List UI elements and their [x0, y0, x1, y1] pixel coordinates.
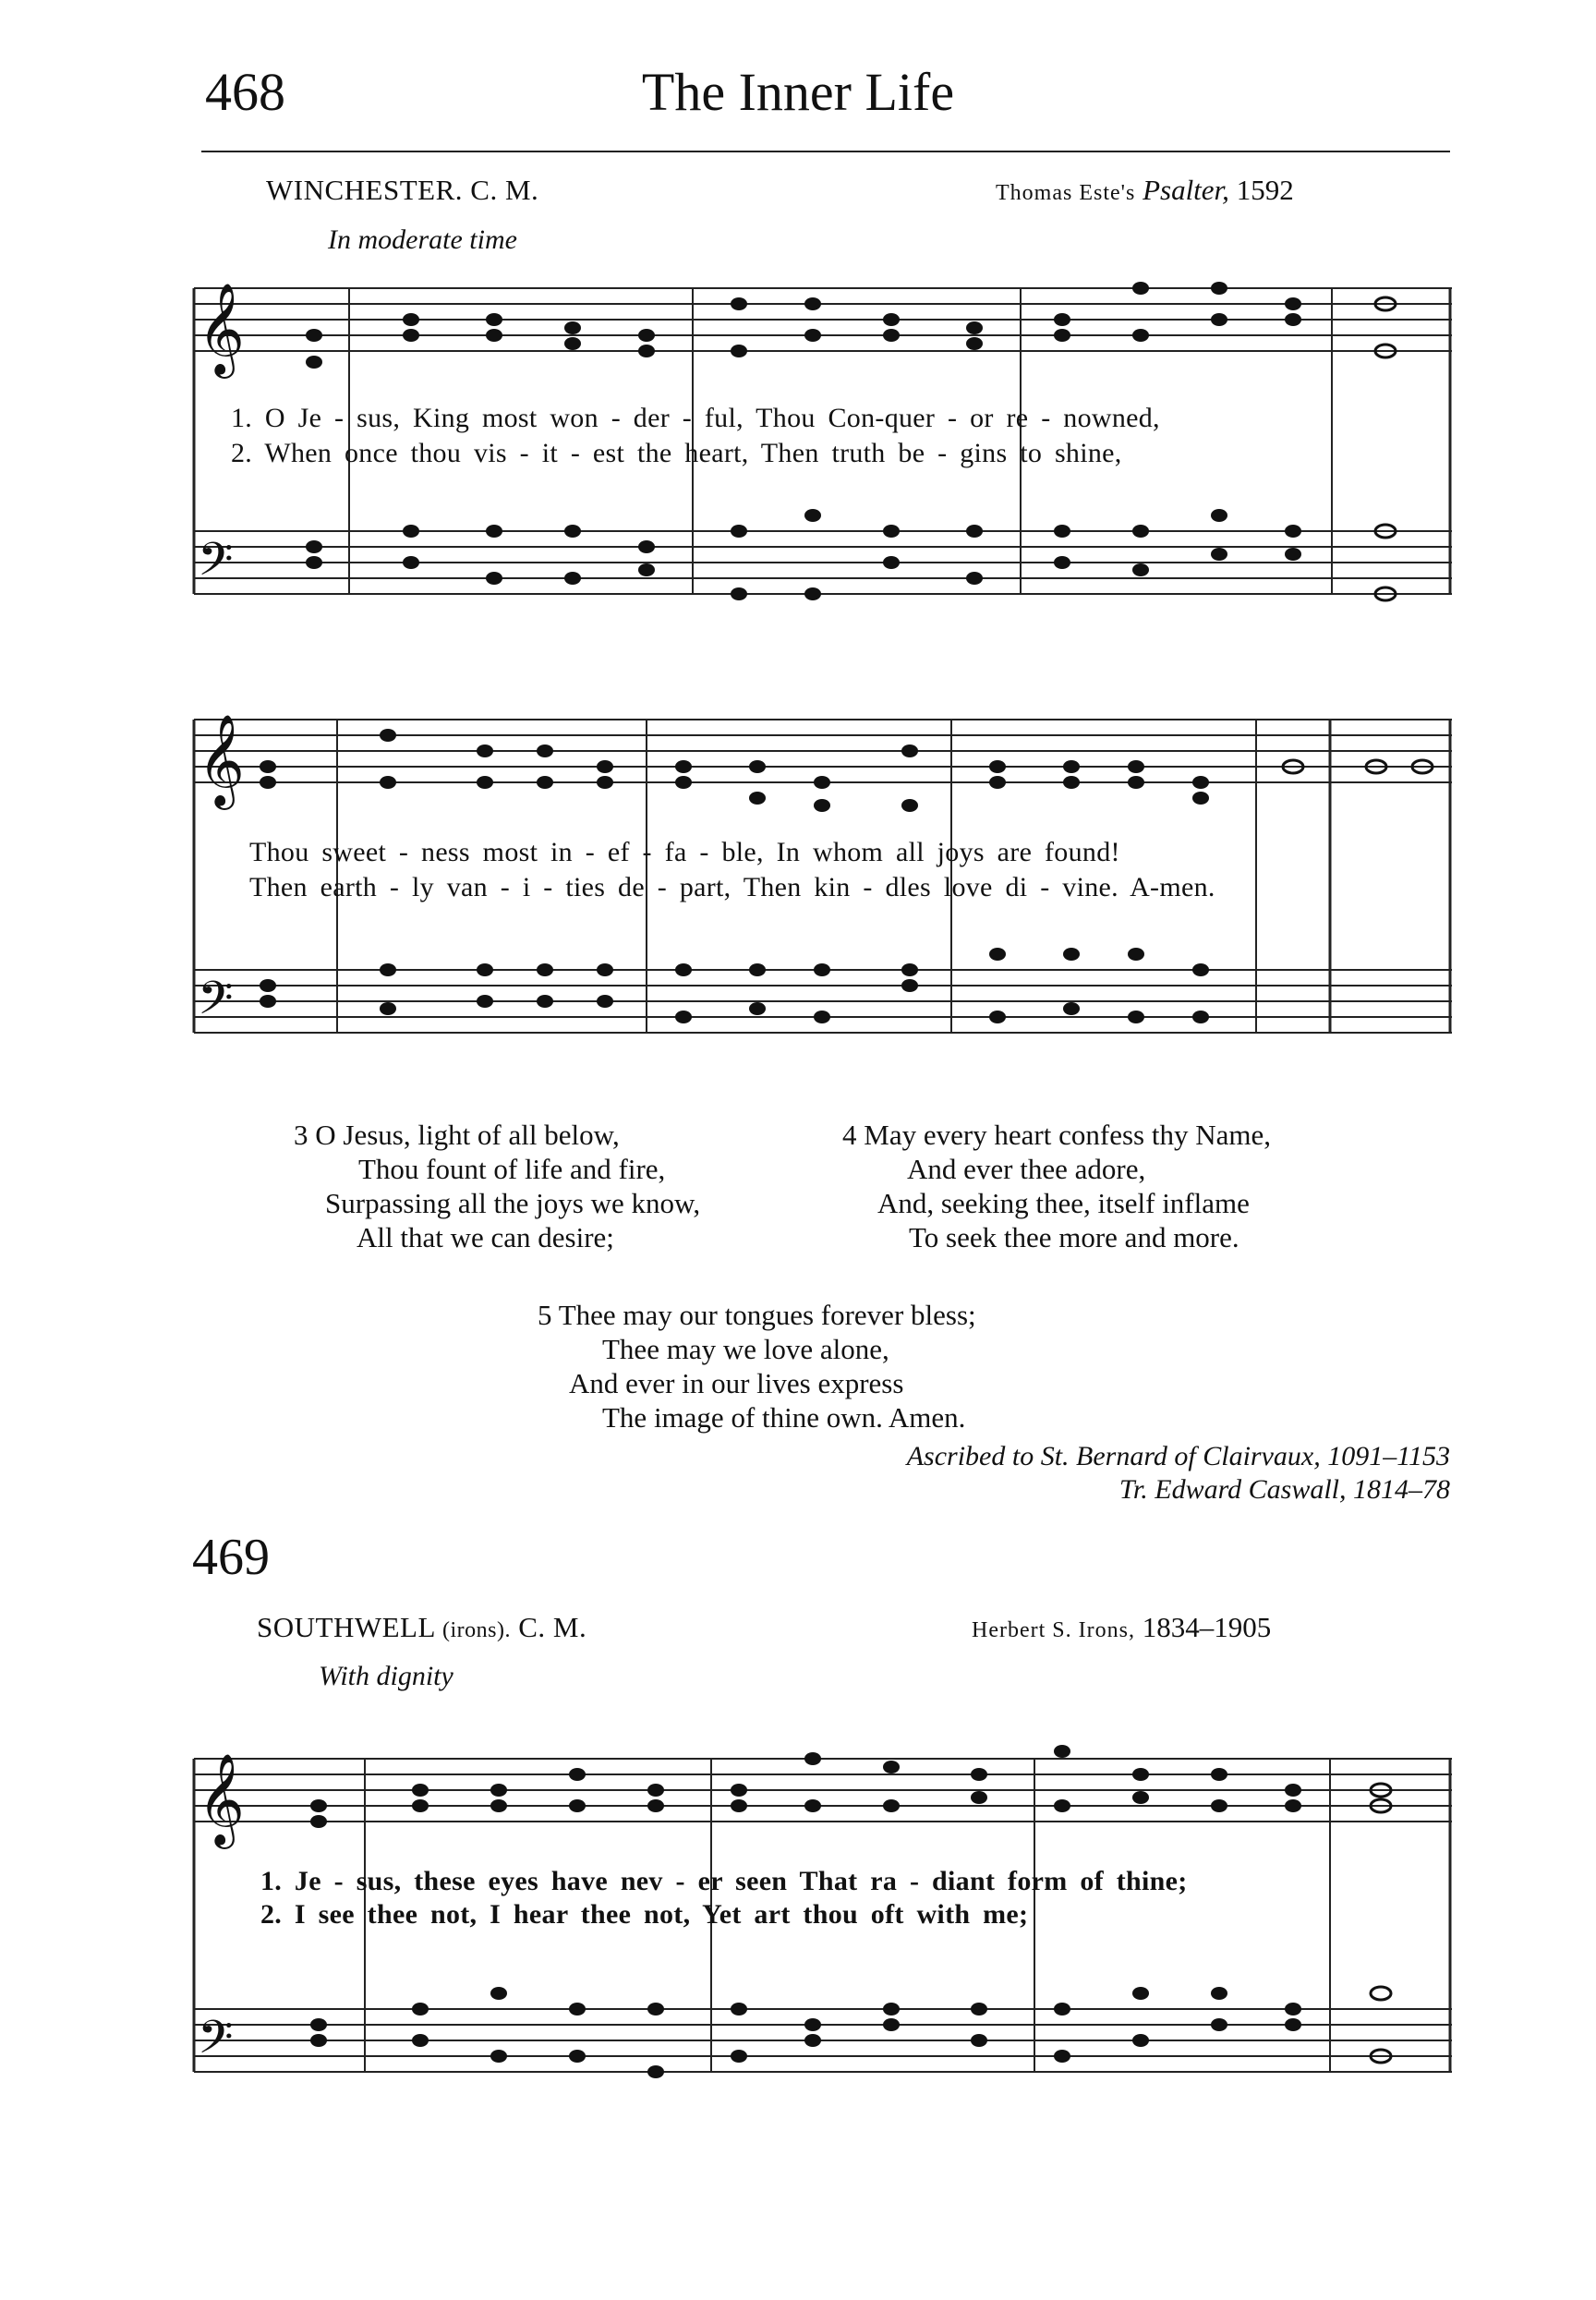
page-number: 468: [205, 62, 285, 122]
hymn1-meter: C. M.: [470, 174, 539, 206]
stanza5-line: And ever in our lives express: [569, 1367, 904, 1399]
stanza4-line: To seek thee more and more.: [909, 1221, 1239, 1253]
bass-clef-icon: 𝄢: [198, 533, 234, 598]
bass-clef-icon: 𝄢: [198, 2011, 234, 2076]
hymn1-lyric-line1-verse1: 1. O Je - sus, King most won - der - ful, Thou Con-quer - or re - nowned,: [231, 403, 1160, 433]
hymn1-source-year: 1592: [1236, 174, 1294, 206]
stanza5-line: 5 Thee may our tongues forever bless;: [538, 1299, 976, 1331]
hymn1-lyric-line1-verse2: 2. When once thou vis - it - est the heart, Then truth be - gins to shine,: [231, 438, 1122, 468]
bass-clef-icon: 𝄢: [198, 972, 234, 1036]
hymn1-tune: WINCHESTER.: [266, 174, 464, 206]
stanza3-line: All that we can desire;: [357, 1221, 614, 1253]
hymn2-tune-qualifier: (irons).: [442, 1618, 511, 1642]
hymn1-attribution-2: Tr. Edward Caswall, 1814–78: [1118, 1474, 1450, 1505]
hymn2-tempo: With dignity: [319, 1661, 453, 1691]
hymn1-stanza-3: [294, 1118, 700, 1254]
hymn1-stanza-5: [538, 1298, 976, 1434]
hymn2-composer-name: Herbert S. Irons,: [972, 1618, 1135, 1642]
treble-clef-icon: 𝄞: [198, 1753, 245, 1846]
stanza5-line: The image of thine own. Amen.: [602, 1401, 966, 1434]
treble-clef-icon: 𝄞: [198, 283, 245, 375]
system1-bass-staff: [194, 531, 1452, 594]
hymn1-stanza-4: [842, 1118, 1271, 1254]
stanza4-line: 4 May every heart confess thy Name,: [842, 1119, 1271, 1151]
system2-treble-staff: [194, 720, 1452, 782]
hymn2-composer: [972, 1611, 1271, 1644]
hymn1-lyric-line2-verse2: Then earth - ly van - i - ties de - part, Then kin - dles love di - vine. A-men.: [249, 872, 1215, 902]
hymn1-attribution-1: Ascribed to St. Bernard of Clairvaux, 1091–1153: [906, 1441, 1450, 1471]
hymn2-meter: C. M.: [518, 1611, 587, 1643]
stanza3-line: Surpassing all the joys we know,: [325, 1187, 701, 1219]
stanza4-line: And, seeking thee, itself inflame: [877, 1187, 1250, 1219]
hymn1-source-name: Thomas Este's: [996, 181, 1136, 205]
treble-clef-icon: 𝄞: [198, 714, 245, 806]
system3-bass-staff: [194, 2009, 1452, 2072]
hymn1-source-book: Psalter,: [1143, 174, 1229, 206]
hymn2-composer-years: 1834–1905: [1142, 1611, 1272, 1643]
stanza5-line: Thee may we love alone,: [602, 1333, 889, 1365]
stanza4-line: And ever thee adore,: [907, 1153, 1146, 1185]
stanza3-line: 3 O Jesus, light of all below,: [294, 1119, 620, 1151]
hymn2-number: 469: [192, 1529, 270, 1586]
hymn1-lyric-line2-verse1: Thou sweet - ness most in - ef - fa - ble, In whom all joys are found!: [249, 837, 1120, 867]
stanza3-line: Thou fount of life and fire,: [358, 1153, 666, 1185]
hymn2-lyric-verse1: 1. Je - sus, these eyes have nev - er seen That ra - diant form of thine;: [260, 1866, 1188, 1896]
hymn1-tempo: In moderate time: [328, 224, 517, 255]
system3-treble-staff: [194, 1759, 1452, 1822]
hymn2-tune-name: [257, 1611, 586, 1644]
hymn2-lyric-verse2: 2. I see thee not, I hear thee not, Yet art thou oft with me;: [260, 1899, 1029, 1930]
system1-treble-staff: [194, 288, 1452, 351]
page-title: The Inner Life: [641, 62, 955, 122]
hymn2-tune: SOUTHWELL: [257, 1611, 435, 1643]
